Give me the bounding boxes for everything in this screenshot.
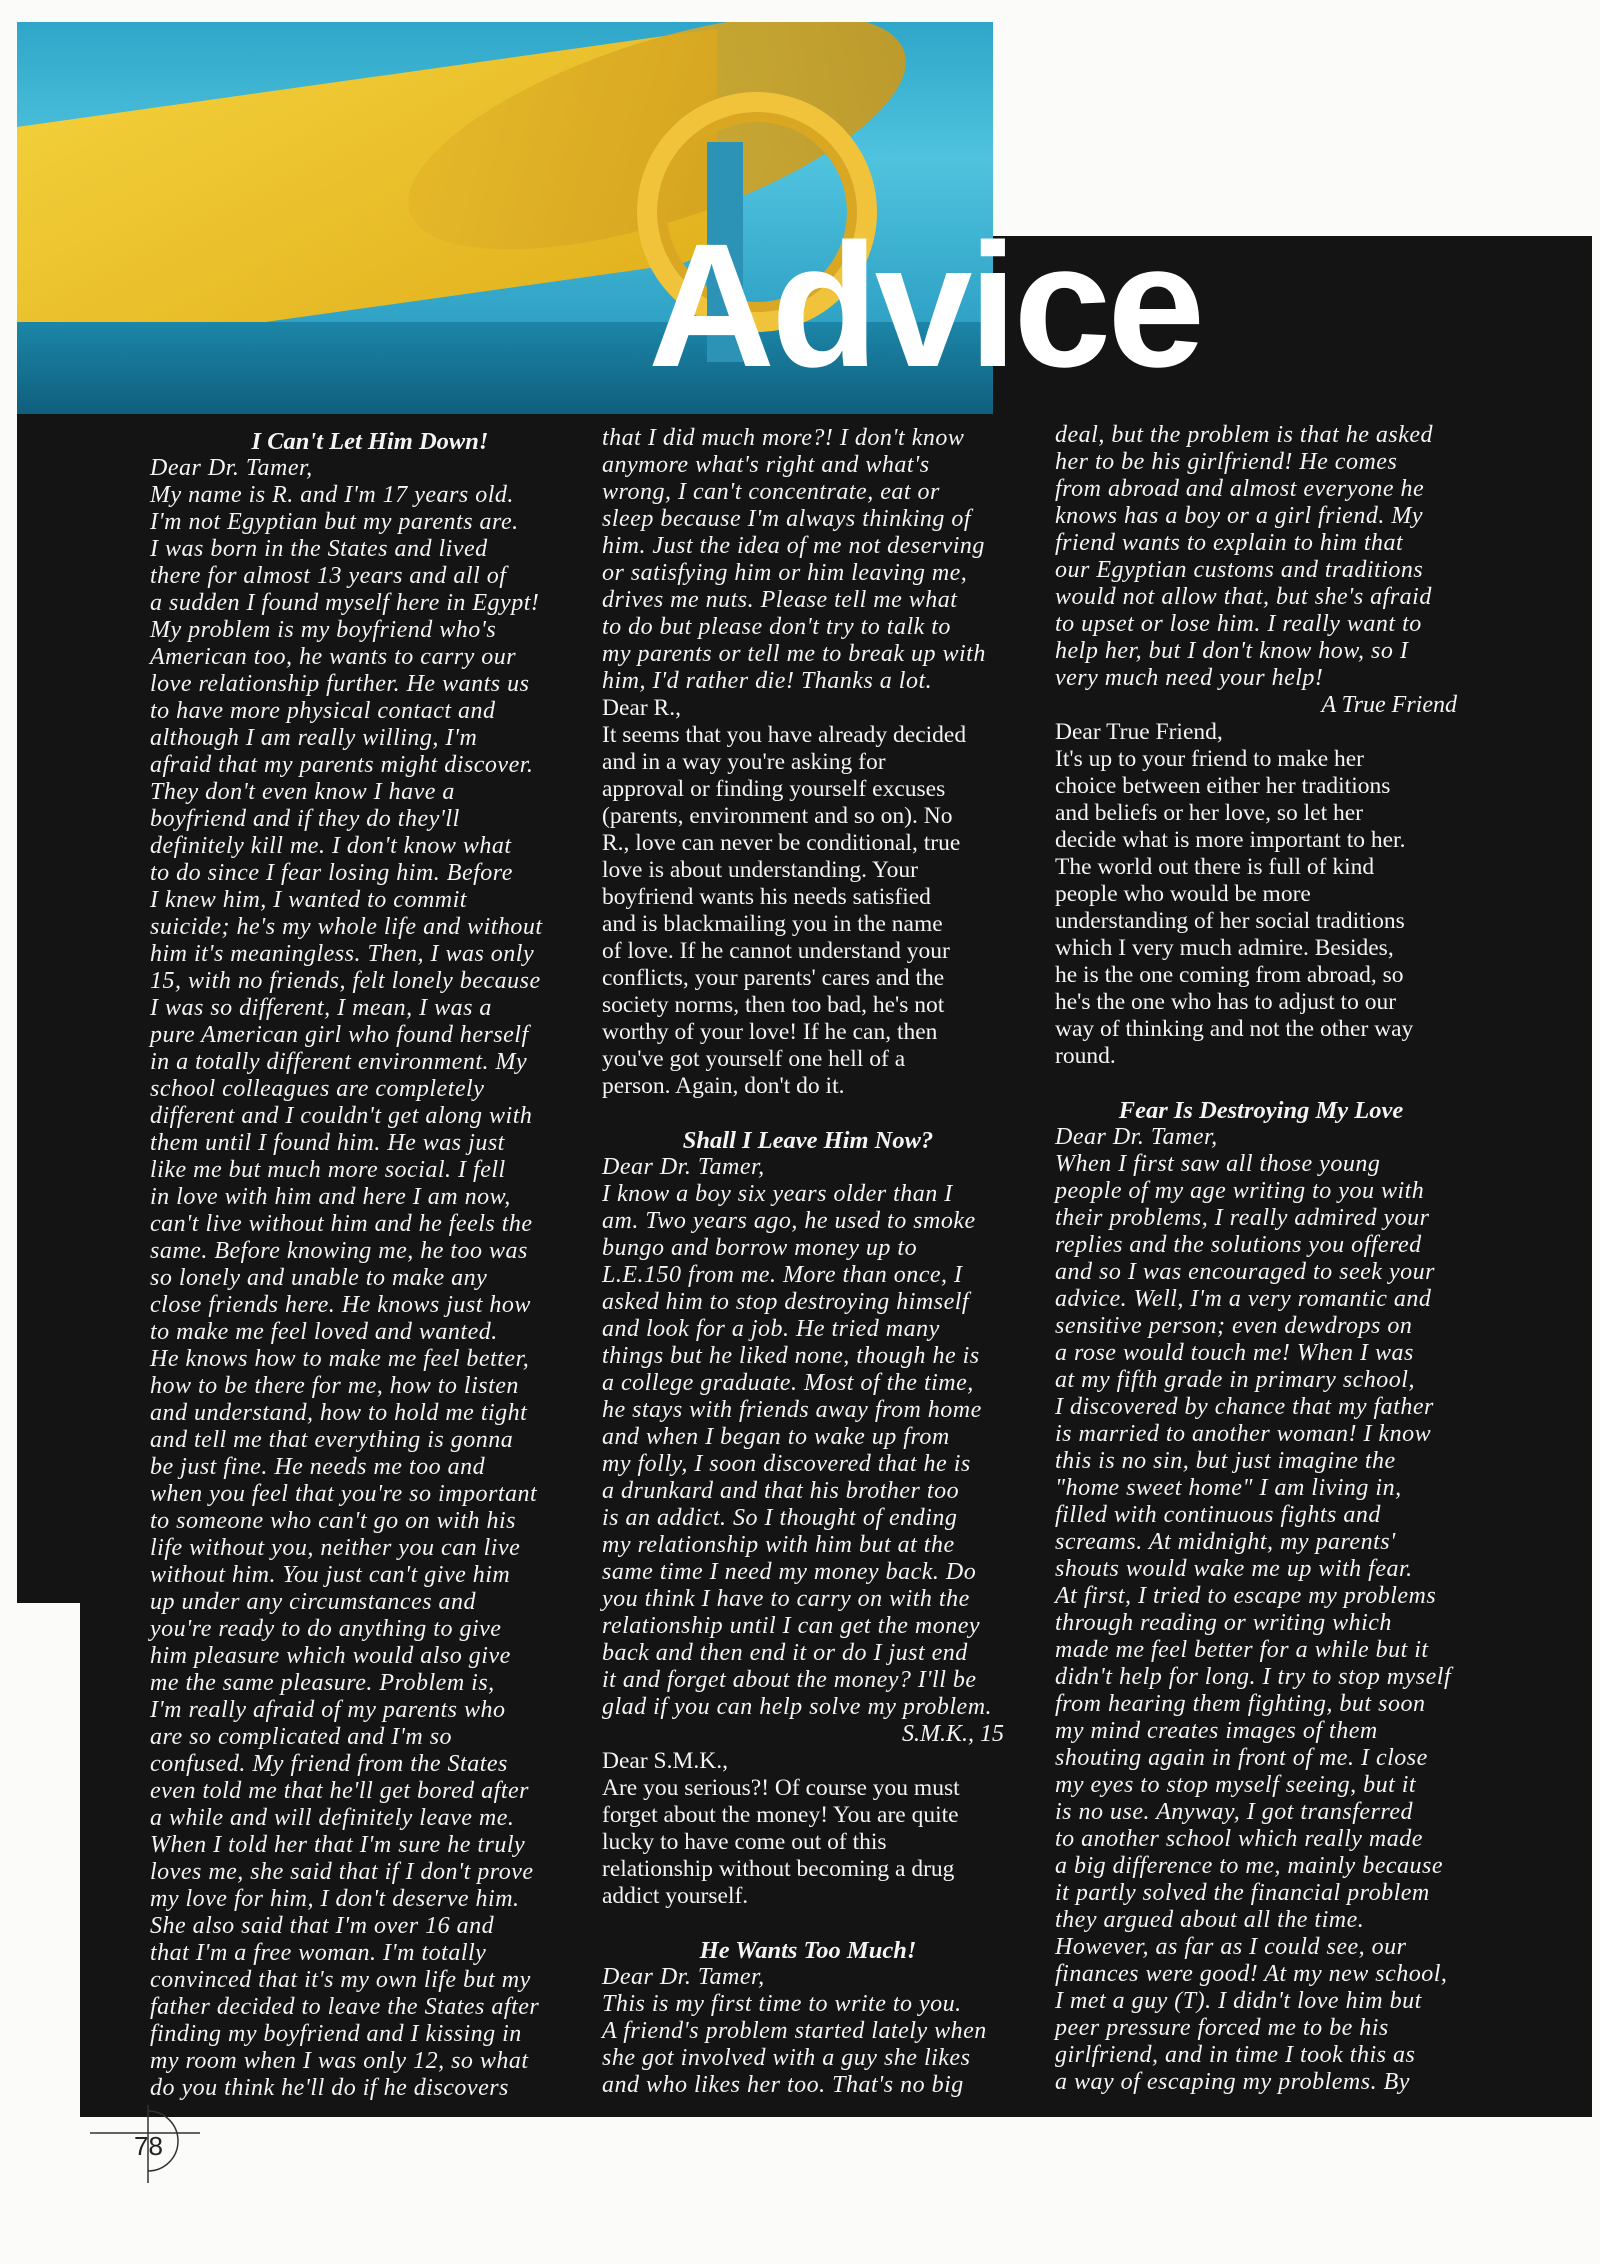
text-line: approval or finding yourself excuses <box>602 776 946 802</box>
text-line: up under any circumstances and <box>150 1589 477 1615</box>
text-line: although I am really willing, I'm <box>150 725 478 751</box>
text-line: I knew him, I wanted to commit <box>150 887 467 913</box>
text-line: and understand, how to hold me tight <box>150 1400 528 1426</box>
text-line: drives me nuts. Please tell me what <box>602 587 958 613</box>
letter-heading: Fear Is Destroying My Love <box>1118 1097 1404 1124</box>
text-line: R., love can never be conditional, true <box>602 830 961 856</box>
text-line: at my fifth grade in primary school, <box>1055 1367 1415 1393</box>
text-line: finances were good! At my new school, <box>1055 1961 1448 1987</box>
text-line: that I did much more?! I don't know <box>602 425 965 451</box>
text-line: I discovered by chance that my father <box>1055 1394 1434 1420</box>
text-line: choice between either her traditions <box>1055 773 1391 799</box>
text-line <box>602 1100 1014 1127</box>
text-line: a way of escaping my problems. By <box>1055 2069 1410 2095</box>
text-line: my love for him, I don't deserve him. <box>150 1886 520 1912</box>
text-line: to do since I fear losing him. Before <box>150 860 513 886</box>
text-line: shouting again in front of me. I close <box>1055 1745 1428 1771</box>
text-line: same. Before knowing me, he too was <box>150 1238 528 1264</box>
text-line: boyfriend wants his needs satisfied <box>602 884 931 910</box>
text-line: suicide; he's my whole life and without <box>150 914 543 940</box>
text-line: he stays with friends away from home <box>602 1397 982 1423</box>
page-number-mark <box>90 2105 220 2185</box>
text-line: of love. If he cannot understand your <box>602 938 950 964</box>
text-line: forget about the money! You are quite <box>602 1802 959 1828</box>
text-line: worthy of your love! If he can, then <box>602 1019 938 1045</box>
text-line: She also said that I'm over 16 and <box>150 1913 495 1939</box>
text-line: a college graduate. Most of the time, <box>602 1370 974 1396</box>
text-line <box>602 1910 1014 1937</box>
text-line: glad if you can help solve my problem. <box>602 1694 993 1720</box>
column-3 <box>1055 422 1467 2096</box>
text-line: He knows how to make me feel better, <box>150 1346 530 1372</box>
text-line: American too, he wants to carry our <box>150 644 517 670</box>
text-line: shouts would wake me up with fear. <box>1055 1556 1413 1582</box>
text-line: me the same pleasure. Problem is, <box>150 1670 495 1696</box>
text-line: are so complicated and I'm so <box>150 1724 453 1750</box>
page-number: 78 <box>134 2131 163 2161</box>
text-line: to do but please don't try to talk to <box>602 614 951 640</box>
text-line: through reading or writing which <box>1055 1610 1392 1636</box>
text-line: society norms, then too bad, he's not <box>602 992 945 1018</box>
text-line: without him. You just can't give him <box>150 1562 511 1588</box>
text-line: replies and the solutions you offered <box>1055 1232 1422 1258</box>
text-line: L.E.150 from me. More than once, I <box>602 1262 963 1288</box>
text-line: confused. My friend from the States <box>150 1751 508 1777</box>
text-line: people who would be more <box>1055 881 1311 907</box>
text-line: love relationship further. He wants us <box>150 671 530 697</box>
text-line: round. <box>1055 1043 1116 1069</box>
letter-heading: He Wants Too Much! <box>699 1937 917 1964</box>
text-line <box>1055 1070 1467 1097</box>
section-title: Advice <box>648 208 1202 404</box>
text-line: advice. Well, I'm a very romantic and <box>1055 1286 1432 1312</box>
letter-heading: Shall I Leave Him Now? <box>682 1127 934 1154</box>
text-line: a sudden I found myself here in Egypt! <box>150 590 540 616</box>
text-line: Dear Dr. Tamer, <box>602 1154 765 1180</box>
text-line: 15, with no friends, felt lonely because <box>150 968 541 994</box>
text-line: boyfriend and if they do they'll <box>150 806 460 832</box>
text-line: Are you serious?! Of course you must <box>602 1775 960 1801</box>
text-line: her to be his girlfriend! He comes <box>1055 449 1398 475</box>
text-line: When I told her that I'm sure he truly <box>150 1832 526 1858</box>
text-line: he is the one coming from abroad, so <box>1055 962 1404 988</box>
text-line: a while and will definitely leave me. <box>150 1805 515 1831</box>
text-line: Dear R., <box>602 695 681 721</box>
text-line: to upset or lose him. I really want to <box>1055 611 1422 637</box>
text-line: and tell me that everything is gonna <box>150 1427 514 1453</box>
text-line: you've got yourself one hell of a <box>602 1046 906 1072</box>
text-line: "home sweet home" I am living in, <box>1055 1475 1402 1501</box>
text-line: Dear Dr. Tamer, <box>602 1964 765 1990</box>
text-line: my mind creates images of them <box>1055 1718 1378 1744</box>
text-line: like me but much more social. I fell <box>150 1157 506 1183</box>
text-line: even told me that he'll get bored after <box>150 1778 529 1804</box>
text-line: My name is R. and I'm 17 years old. <box>150 482 514 508</box>
text-line: him pleasure which would also give <box>150 1643 511 1669</box>
text-line: so lonely and unable to make any <box>150 1265 488 1291</box>
text-line: The world out there is full of kind <box>1055 854 1375 880</box>
text-line: I'm not Egyptian but my parents are. <box>150 509 519 535</box>
text-line: is no use. Anyway, I got transferred <box>1055 1799 1413 1825</box>
text-line: I was born in the States and lived <box>150 536 488 562</box>
text-line: do you think he'll do if he discovers <box>150 2075 509 2101</box>
text-line: pure American girl who found herself <box>150 1022 529 1048</box>
text-line: it partly solved the financial problem <box>1055 1880 1430 1906</box>
text-line: bungo and borrow money up to <box>602 1235 918 1261</box>
text-line: relationship until I can get the money <box>602 1613 981 1639</box>
text-line: filled with continuous fights and <box>1055 1502 1381 1528</box>
text-line: Dear True Friend, <box>1055 719 1223 745</box>
column-2 <box>602 425 1014 2099</box>
text-line: anymore what's right and what's <box>602 452 930 478</box>
text-line: life without you, neither you can live <box>150 1535 521 1561</box>
text-line: I know a boy six years older than I <box>602 1181 953 1207</box>
text-line: asked him to stop destroying himself <box>602 1289 970 1315</box>
text-line: a big difference to me, mainly because <box>1055 1853 1443 1879</box>
text-line: he's the one who has to adjust to our <box>1055 989 1397 1015</box>
text-line: can't live without him and he feels the <box>150 1211 533 1237</box>
text-line: peer pressure forced me to be his <box>1055 2015 1389 2041</box>
text-line: father decided to leave the States after <box>150 1994 540 2020</box>
text-line: friend wants to explain to him that <box>1055 530 1404 556</box>
text-line: they argued about all the time. <box>1055 1907 1365 1933</box>
text-line: to someone who can't go on with his <box>150 1508 516 1534</box>
text-line: very much need your help! <box>1055 665 1324 691</box>
text-line: my room when I was only 12, so what <box>150 2048 529 2074</box>
text-line: it and forget about the money? I'll be <box>602 1667 977 1693</box>
text-line: loves me, she said that if I don't prove <box>150 1859 534 1885</box>
text-line: is married to another woman! I know <box>1055 1421 1432 1447</box>
text-line: him it's meaningless. Then, I was only <box>150 941 535 967</box>
text-line: girlfriend, and in time I took this as <box>1055 2042 1416 2068</box>
text-line: or satisfying him or him leaving me, <box>602 560 968 586</box>
text-line: Dear Dr. Tamer, <box>1055 1124 1218 1150</box>
text-line: when you feel that you're so important <box>150 1481 538 1507</box>
letter-signature: A True Friend <box>1321 692 1457 718</box>
text-line: would not allow that, but she's afraid <box>1055 584 1432 610</box>
text-line: our Egyptian customs and traditions <box>1055 557 1424 583</box>
text-line: that I'm a free woman. I'm totally <box>150 1940 487 1966</box>
text-line: him, I'd rather die! Thanks a lot. <box>602 668 933 694</box>
text-line: be just fine. He needs me too and <box>150 1454 486 1480</box>
text-line: their problems, I really admired your <box>1055 1205 1430 1231</box>
text-line: my relationship with him but at the <box>602 1532 955 1558</box>
text-line: and when I began to wake up from <box>602 1424 950 1450</box>
text-line: which I very much admire. Besides, <box>1055 935 1394 961</box>
text-line: deal, but the problem is that he asked <box>1055 422 1434 448</box>
text-line: in a totally different environment. My <box>150 1049 528 1075</box>
text-line: Dear S.M.K., <box>602 1748 728 1774</box>
text-line: (parents, environment and so on). No <box>602 803 953 829</box>
text-line: decide what is more important to her. <box>1055 827 1406 853</box>
text-line: conflicts, your parents' cares and the <box>602 965 945 991</box>
text-line: and in a way you're asking for <box>602 749 886 775</box>
text-line: back and then end it or do I just end <box>602 1640 968 1666</box>
text-line: how to be there for me, how to listen <box>150 1373 519 1399</box>
text-line: there for almost 13 years and all of <box>150 563 507 589</box>
text-line: close friends here. He knows just how <box>150 1292 531 1318</box>
letter-signature: S.M.K., 15 <box>902 1721 1004 1747</box>
text-line: from abroad and almost everyone he <box>1055 476 1425 502</box>
text-line: screams. At midnight, my parents' <box>1055 1529 1396 1555</box>
text-line: you're ready to do anything to give <box>150 1616 502 1642</box>
text-line: way of thinking and not the other way <box>1055 1016 1414 1042</box>
letter-heading: I Can't Let Him Down! <box>251 428 489 455</box>
text-line: When I first saw all those young <box>1055 1151 1381 1177</box>
text-line: relationship without becoming a drug <box>602 1856 955 1882</box>
text-line: my folly, I soon discovered that he is <box>602 1451 971 1477</box>
text-line: to make me feel loved and wanted. <box>150 1319 498 1345</box>
text-line: and so I was encouraged to seek your <box>1055 1259 1435 1285</box>
text-line: A friend's problem started lately when <box>602 2018 987 2044</box>
text-line: It seems that you have already decided <box>602 722 967 748</box>
text-line: lucky to have come out of this <box>602 1829 887 1855</box>
column-1 <box>150 428 590 2102</box>
text-line: This is my first time to write to you. <box>602 1991 962 2017</box>
text-line: made me feel better for a while but it <box>1055 1637 1429 1663</box>
text-line: definitely kill me. I don't know what <box>150 833 512 859</box>
text-line: They don't even know I have a <box>150 779 455 805</box>
text-line: and is blackmailing you in the name <box>602 911 943 937</box>
text-line: At first, I tried to escape my problems <box>1055 1583 1437 1609</box>
text-line: him. Just the idea of me not deserving <box>602 533 985 559</box>
text-line: My problem is my boyfriend who's <box>150 617 497 643</box>
text-line: a rose would touch me! When I was <box>1055 1340 1414 1366</box>
text-line: you think I have to carry on with the <box>602 1586 970 1612</box>
text-line: things but he liked none, though he is <box>602 1343 980 1369</box>
text-line: I'm really afraid of my parents who <box>150 1697 506 1723</box>
text-line: afraid that my parents might discover. <box>150 752 534 778</box>
text-line: understanding of her social traditions <box>1055 908 1405 934</box>
text-line: I was so different, I mean, I was a <box>150 995 492 1021</box>
text-line: didn't help for long. I try to stop myself <box>1055 1664 1452 1690</box>
text-line: my eyes to stop myself seeing, but it <box>1055 1772 1417 1798</box>
text-line: this is no sin, but just imagine the <box>1055 1448 1396 1474</box>
text-line: school colleagues are completely <box>150 1076 485 1102</box>
text-line: them until I found him. He was just <box>150 1130 505 1156</box>
text-line: It's up to your friend to make her <box>1055 746 1364 772</box>
text-line: my parents or tell me to break up with <box>602 641 986 667</box>
text-line: person. Again, don't do it. <box>602 1073 845 1099</box>
text-line: from hearing them fighting, but soon <box>1055 1691 1426 1717</box>
text-line: knows has a boy or a girl friend. My <box>1055 503 1423 529</box>
text-line: Dear Dr. Tamer, <box>150 455 313 481</box>
text-line: wrong, I can't concentrate, eat or <box>602 479 940 505</box>
text-line: help her, but I don't know how, so I <box>1055 638 1409 664</box>
text-line: she got involved with a guy she likes <box>602 2045 971 2071</box>
text-line: sleep because I'm always thinking of <box>602 506 972 532</box>
text-line: is an addict. So I thought of ending <box>602 1505 958 1531</box>
text-line: people of my age writing to you with <box>1055 1178 1425 1204</box>
text-line: a drunkard and that his brother too <box>602 1478 960 1504</box>
text-line: I met a guy (T). I didn't love him but <box>1055 1988 1422 2014</box>
text-line: and who likes her too. That's no big <box>602 2072 964 2098</box>
text-line: and look for a job. He tried many <box>602 1316 940 1342</box>
text-line: different and I couldn't get along with <box>150 1103 533 1129</box>
text-line: to have more physical contact and <box>150 698 496 724</box>
text-line: love is about understanding. Your <box>602 857 918 883</box>
text-line: sensitive person; even dewdrops on <box>1055 1313 1413 1339</box>
text-line: convinced that it's my own life but my <box>150 1967 531 1993</box>
text-line: addict yourself. <box>602 1883 749 1909</box>
text-line: in love with him and here I am now, <box>150 1184 511 1210</box>
text-line: am. Two years ago, he used to smoke <box>602 1208 976 1234</box>
text-line: However, as far as I could see, our <box>1055 1934 1407 1960</box>
text-line: same time I need my money back. Do <box>602 1559 977 1585</box>
text-line: finding my boyfriend and I kissing in <box>150 2021 522 2047</box>
text-line: and beliefs or her love, so let her <box>1055 800 1364 826</box>
text-line: to another school which really made <box>1055 1826 1423 1852</box>
